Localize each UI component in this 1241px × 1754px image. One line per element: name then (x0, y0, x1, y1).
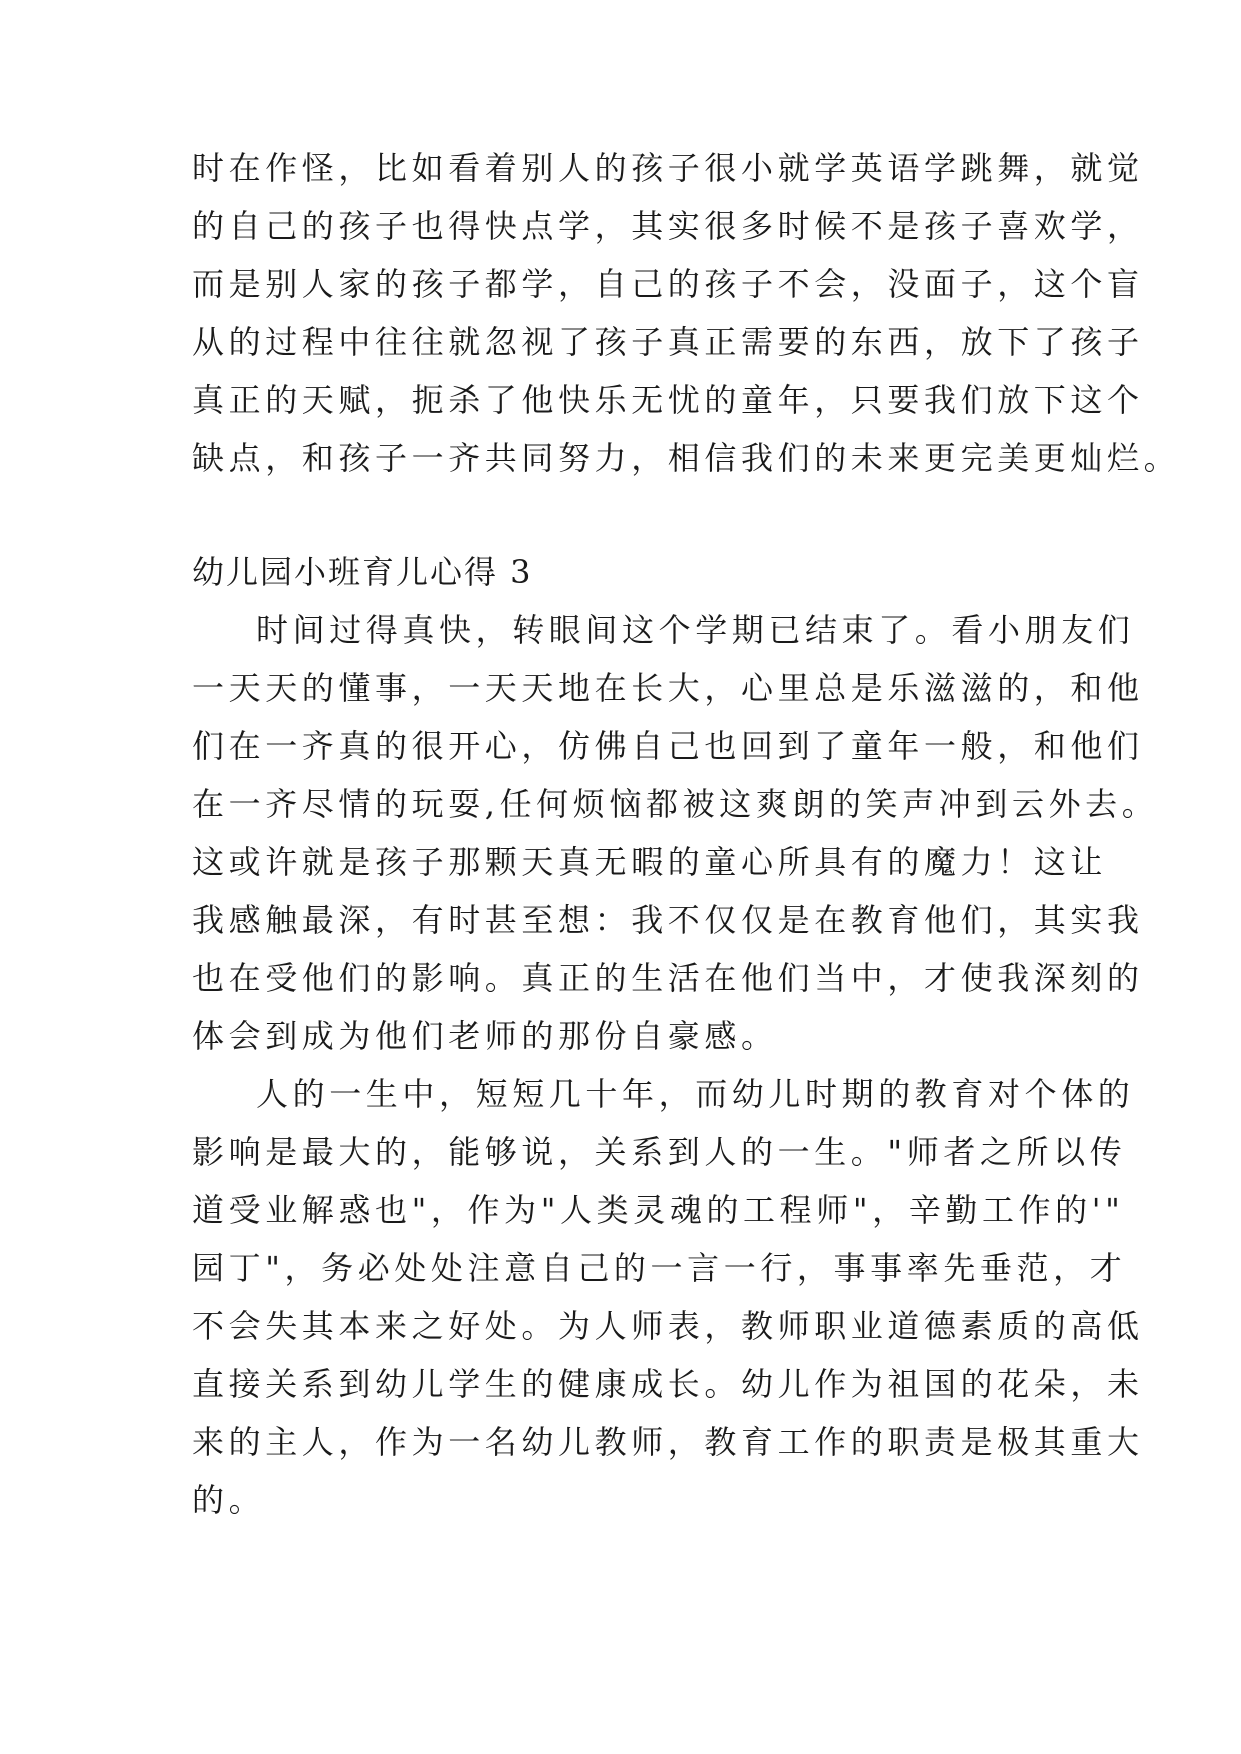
text-line: 们在一齐真的很开心，仿佛自己也回到了童年一般，和他们 (192, 727, 1144, 765)
text-line: 体会到成为他们老师的那份自豪感。 (192, 1017, 778, 1055)
text-line: 直接关系到幼儿学生的健康成长。幼儿作为祖国的花朵，未 (192, 1365, 1144, 1403)
text-line: 真正的天赋，扼杀了他快乐无忧的童年，只要我们放下这个 (192, 381, 1144, 419)
text-line: 人的一生中，短短几十年，而幼儿时期的教育对个体的 (256, 1075, 1135, 1113)
text-line: 在一齐尽情的玩耍,任何烦恼都被这爽朗的笑声冲到云外去。 (192, 785, 1159, 823)
text-line: 也在受他们的影响。真正的生活在他们当中，才使我深刻的 (192, 959, 1144, 997)
text-line: 的。 (192, 1481, 266, 1519)
text-line: 从的过程中往往就忽视了孩子真正需要的东西，放下了孩子 (192, 323, 1144, 361)
text-line: 影响是最大的，能够说，关系到人的一生。"师者之所以传 (192, 1133, 1127, 1171)
section-title: 幼儿园小班育儿心得 3 (192, 553, 533, 591)
text-line: 我感触最深，有时甚至想：我不仅仅是在教育他们，其实我 (192, 901, 1144, 939)
text-line: 一天天的懂事，一天天地在长大，心里总是乐滋滋的，和他 (192, 669, 1144, 707)
text-line: 这或许就是孩子那颗天真无暇的童心所具有的魔力！这让 (192, 843, 1108, 881)
text-line: 来的主人，作为一名幼儿教师，教育工作的职责是极其重大 (192, 1423, 1144, 1461)
text-line: 时在作怪，比如看着别人的孩子很小就学英语学跳舞，就觉 (192, 149, 1144, 187)
text-line: 不会失其本来之好处。为人师表，教师职业道德素质的高低 (192, 1307, 1144, 1345)
text-line: 而是别人家的孩子都学，自己的孩子不会，没面子，这个盲 (192, 265, 1144, 303)
text-line: 缺点，和孩子一齐共同努力，相信我们的未来更完美更灿烂。 (192, 439, 1181, 477)
text-line: 的自己的孩子也得快点学，其实很多时候不是孩子喜欢学， (192, 207, 1144, 245)
text-line: 时间过得真快，转眼间这个学期已结束了。看小朋友们 (256, 611, 1135, 649)
text-line: 道受业解惑也"，作为"人类灵魂的工程师"，辛勤工作的'" (192, 1191, 1125, 1229)
text-line: 园丁"，务必处处注意自己的一言一行，事事率先垂范，才 (192, 1249, 1127, 1287)
